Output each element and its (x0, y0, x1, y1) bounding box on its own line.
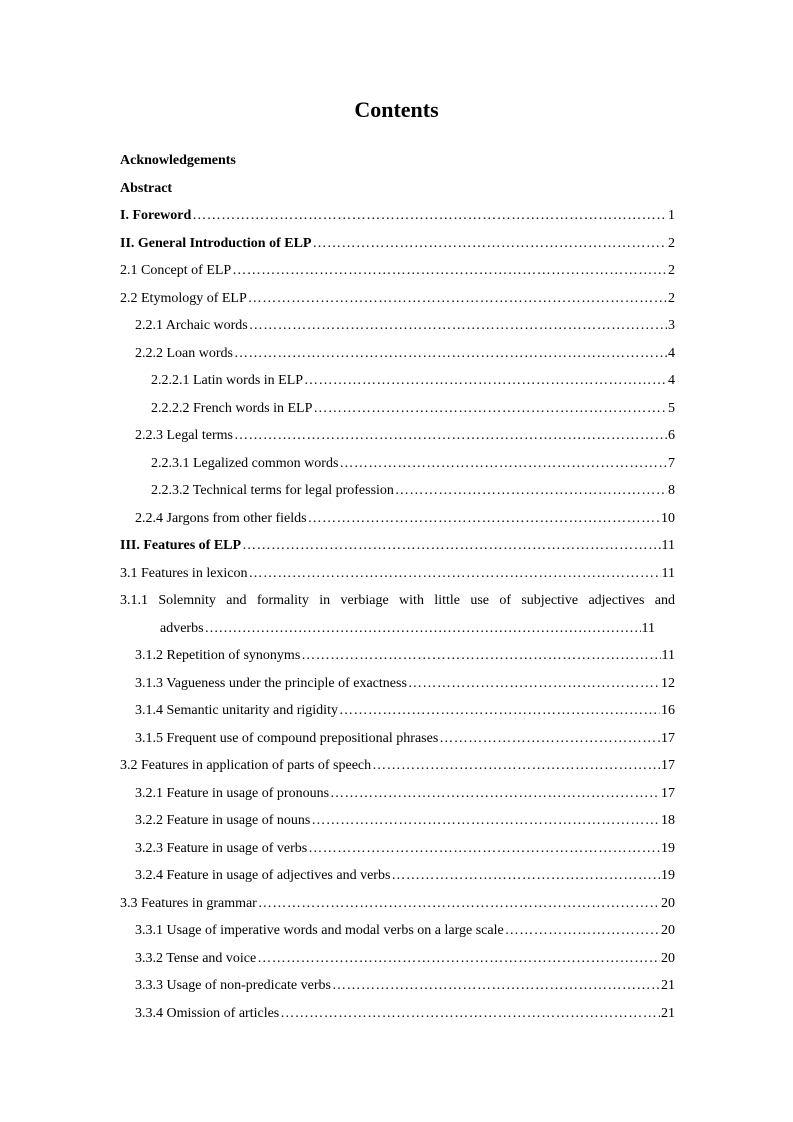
toc-entry[interactable] (120, 835, 675, 863)
toc-entry[interactable] (120, 367, 675, 395)
dot-leader (249, 560, 661, 588)
toc-label: 3.2.2 Feature in usage of nouns (135, 813, 311, 828)
toc-label: 2.2.2 Loan words (135, 345, 233, 361)
dot-leader (234, 340, 667, 368)
toc-page-number: 19 (661, 868, 675, 883)
dot-leader (308, 505, 660, 533)
toc-label: 3.2.3 Feature in usage of verbs (135, 840, 308, 856)
toc-page-number: 17 (661, 730, 675, 746)
toc-page-number: 4 (668, 373, 675, 388)
toc-page-number: 2 (668, 290, 675, 306)
toc-page-number: 18 (661, 813, 675, 828)
toc-page-number: 11 (661, 565, 675, 581)
dot-leader (301, 642, 660, 670)
toc-label: 2.2.4 Jargons from other fields (135, 510, 307, 526)
dot-leader (205, 615, 641, 643)
toc-entry[interactable] (120, 505, 675, 533)
toc-entry-abstract[interactable] (120, 175, 675, 203)
table-of-contents (120, 147, 675, 1027)
toc-entry[interactable] (120, 560, 675, 588)
toc-page-number: 1 (668, 208, 675, 223)
toc-page-number: 20 (661, 950, 675, 966)
dot-leader (311, 807, 660, 835)
toc-label: 3.1.5 Frequent use of compound prepositional phrases (135, 730, 439, 746)
toc-label: III. Features of ELP (120, 538, 242, 553)
toc-label: II. General Introduction of ELP (120, 235, 312, 251)
dot-leader (232, 257, 667, 285)
dot-leader (391, 862, 660, 890)
toc-label: 3.3.3 Usage of non-predicate verbs (135, 978, 331, 993)
toc-page-number: 20 (661, 895, 675, 911)
toc-entry-wrapped-continuation[interactable] (120, 615, 655, 643)
toc-entry[interactable] (120, 285, 675, 313)
dot-leader (258, 890, 660, 918)
toc-page-number: 6 (668, 428, 675, 443)
toc-label: 2.2.2.2 French words in ELP (151, 400, 313, 416)
toc-entry[interactable] (120, 862, 675, 890)
dot-leader (234, 422, 667, 450)
toc-entry[interactable] (120, 230, 675, 258)
dot-leader (242, 532, 660, 560)
dot-leader (332, 972, 660, 1000)
dot-leader (505, 917, 660, 945)
toc-entry[interactable] (120, 670, 675, 698)
toc-label: 3.2.4 Feature in usage of adjectives and verbs (135, 868, 391, 883)
toc-entry[interactable] (120, 697, 675, 725)
toc-page-number: 5 (668, 400, 675, 416)
toc-label: 3.2 Features in application of parts of speech (120, 758, 372, 773)
toc-label: 3.3.4 Omission of articles (135, 1005, 280, 1021)
toc-label: 2.1 Concept of ELP (120, 263, 232, 278)
dot-leader (408, 670, 660, 698)
dot-leader (339, 697, 660, 725)
toc-label: 3.3 Features in grammar (120, 895, 257, 911)
toc-label: 2.2 Etymology of ELP (120, 290, 247, 306)
toc-entry-acknowledgements[interactable] (120, 147, 675, 175)
dot-leader (280, 1000, 660, 1028)
toc-entry[interactable] (120, 257, 675, 285)
toc-page-number: 21 (661, 1005, 675, 1021)
toc-label: 3.3.1 Usage of imperative words and modal verbs on a large scale (135, 923, 504, 938)
toc-page-number: 17 (661, 785, 675, 801)
toc-entry[interactable] (120, 395, 675, 423)
toc-label: 2.2.2.1 Latin words in ELP (151, 373, 304, 388)
toc-label: 2.2.3.1 Legalized common words (151, 455, 339, 471)
dot-leader (192, 202, 667, 230)
toc-entry[interactable] (120, 780, 675, 808)
toc-page-number: 7 (668, 455, 675, 471)
toc-entry[interactable] (120, 340, 675, 368)
toc-page-number: 21 (661, 978, 675, 993)
toc-label: Abstract (120, 180, 173, 196)
dot-leader (248, 285, 667, 313)
dot-leader (339, 450, 667, 478)
toc-label: 2.2.3 Legal terms (135, 428, 233, 443)
toc-page-number: 2 (668, 263, 675, 278)
dot-leader (312, 230, 667, 258)
toc-label: 3.1.4 Semantic unitarity and rigidity (135, 703, 338, 718)
toc-entry[interactable] (120, 945, 675, 973)
toc-label: 3.1.1 Solemnity and formality in verbiage with little use of subjective adjectives and (120, 593, 675, 608)
toc-page-number: 4 (668, 345, 675, 361)
dot-leader (395, 477, 667, 505)
toc-label: 2.2.3.2 Technical terms for legal profession (151, 483, 394, 498)
toc-entry-wrapped-first-line[interactable] (120, 587, 675, 615)
toc-page-number: 3 (668, 318, 675, 333)
toc-page-number: 17 (661, 758, 675, 773)
toc-label: 3.1 Features in lexicon (120, 565, 248, 581)
toc-page-number: 12 (661, 675, 675, 691)
toc-entry[interactable] (120, 725, 675, 753)
toc-entry[interactable] (120, 202, 675, 230)
toc-entry[interactable] (120, 752, 675, 780)
toc-page-number: 2 (668, 235, 675, 251)
dot-leader (304, 367, 667, 395)
toc-label: 3.1.3 Vagueness under the principle of exactness (135, 675, 407, 691)
toc-label: I. Foreword (120, 208, 192, 223)
toc-page-number: 10 (661, 510, 675, 526)
toc-label: 3.3.2 Tense and voice (135, 950, 257, 966)
toc-entry[interactable] (120, 890, 675, 918)
toc-entry[interactable] (120, 972, 675, 1000)
toc-label: 2.2.1 Archaic words (135, 318, 248, 333)
toc-label: 3.1.2 Repetition of synonyms (135, 648, 301, 663)
toc-entry[interactable] (120, 477, 675, 505)
toc-entry[interactable] (120, 917, 675, 945)
toc-page-number: 20 (661, 923, 675, 938)
toc-entry[interactable] (120, 807, 675, 835)
dot-leader (249, 312, 667, 340)
dot-leader (330, 780, 660, 808)
toc-entry[interactable] (120, 312, 675, 340)
dot-leader (308, 835, 660, 863)
toc-page-number: 8 (668, 483, 675, 498)
toc-entry[interactable] (120, 450, 675, 478)
dot-leader (313, 395, 667, 423)
toc-entry[interactable] (120, 422, 675, 450)
dot-leader (439, 725, 660, 753)
toc-page-number: 11 (641, 620, 655, 636)
dot-leader (372, 752, 660, 780)
toc-entry[interactable] (120, 642, 675, 670)
toc-entry[interactable] (120, 1000, 675, 1028)
toc-label-continuation: adverbs (160, 620, 204, 636)
toc-label: Acknowledgements (120, 153, 236, 168)
dot-leader (257, 945, 660, 973)
toc-label: 3.2.1 Feature in usage of pronouns (135, 785, 330, 801)
toc-page-number: 11 (661, 648, 675, 663)
page-title: Contents (354, 97, 439, 122)
toc-entry[interactable] (120, 532, 675, 560)
toc-page-number: 19 (661, 840, 675, 856)
toc-page-number: 11 (661, 538, 675, 553)
toc-page-number: 16 (661, 703, 675, 718)
